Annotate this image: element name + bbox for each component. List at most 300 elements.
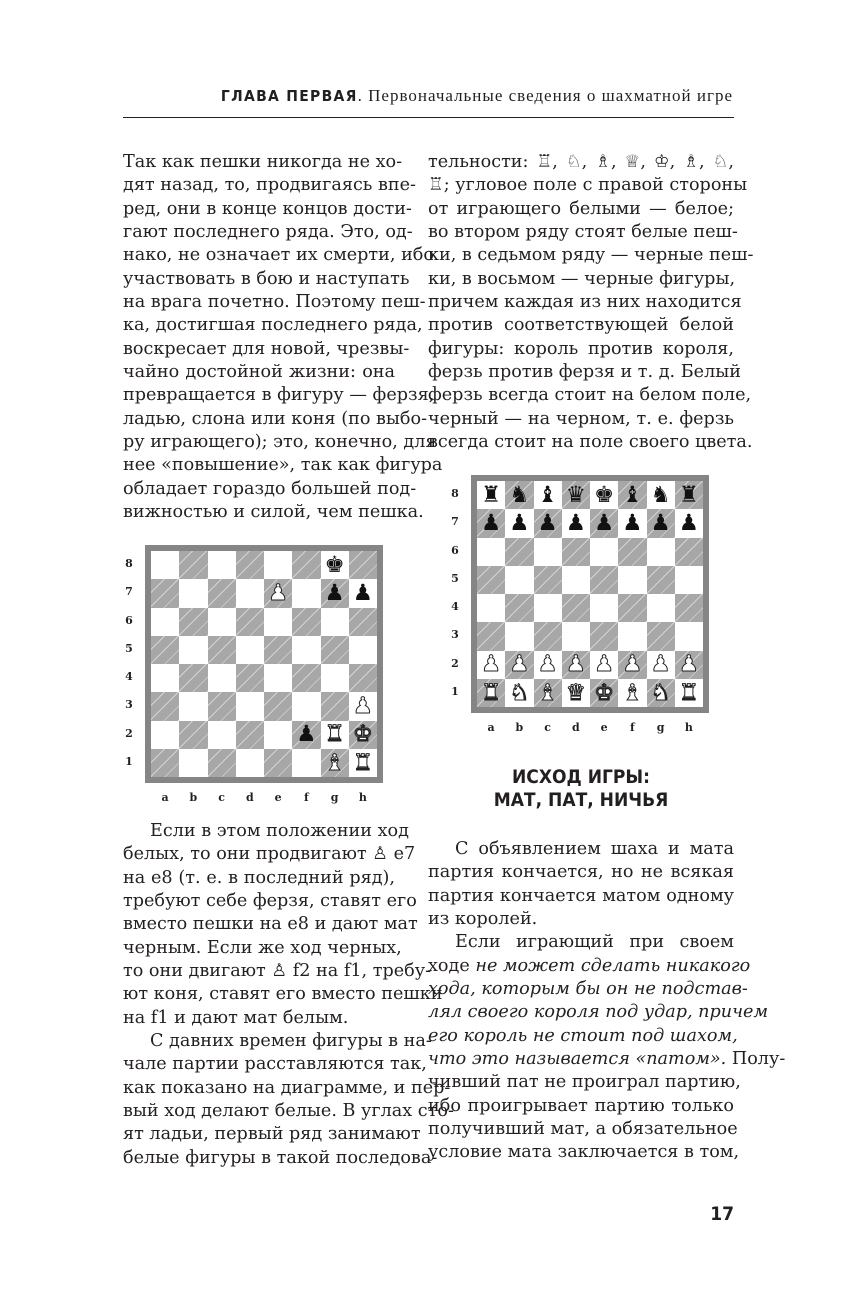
square-d3	[562, 622, 590, 650]
file-label: e	[600, 721, 608, 734]
text-line	[123, 291, 426, 314]
right-column-text-bottom	[428, 838, 786, 1165]
text-segment: из королей.	[428, 909, 538, 930]
file-label: a	[161, 791, 169, 804]
text-segment: условие мата заключается в том,	[428, 1142, 740, 1163]
page-number: 17	[710, 1203, 734, 1225]
chessboard	[471, 475, 709, 713]
square-b2	[179, 721, 207, 749]
rank-label: 1	[451, 684, 459, 698]
text-line	[428, 1048, 786, 1071]
square-e2	[264, 721, 292, 749]
running-header	[162, 86, 733, 106]
text-segment: тельности: ♖, ♘, ♗, ♕, ♔, ♗, ♘,	[428, 152, 734, 172]
square-d8	[562, 481, 590, 509]
square-e4	[264, 664, 292, 692]
text-segment: на f1 и дают мат белым.	[123, 1007, 349, 1028]
square-h3	[675, 622, 703, 650]
text-line	[123, 890, 417, 913]
black-pawn-icon: ♟	[509, 510, 530, 537]
text-segment: как показано на диаграмме, и пер-	[123, 1077, 451, 1098]
text-line	[123, 314, 423, 337]
rank-label: 5	[451, 571, 459, 585]
text-line	[428, 151, 734, 174]
text-line	[123, 454, 443, 477]
text-segment: белые фигуры в такой последова-	[123, 1147, 438, 1168]
italic-text: его король не стоит под шахом,	[428, 1025, 738, 1046]
square-a2	[477, 651, 505, 679]
white-king-icon: ♚	[352, 721, 373, 748]
white-rook-icon: ♜	[480, 679, 502, 706]
square-f3	[292, 692, 320, 720]
text-line	[123, 384, 435, 407]
square-f4	[292, 664, 320, 692]
text-line	[123, 501, 424, 524]
square-b7	[179, 579, 207, 607]
square-d2	[236, 721, 264, 749]
text-line	[123, 1100, 454, 1123]
text-segment: белых, то они продвигают ♙ e7	[123, 844, 416, 865]
section-heading-line: МАТ, ПАТ, НИЧЬЯ	[493, 789, 669, 811]
black-bishop-icon: ♝	[537, 481, 558, 508]
file-label: h	[358, 791, 367, 804]
square-d1	[236, 749, 264, 777]
square-c2	[208, 721, 236, 749]
square-e7	[590, 509, 618, 537]
text-line	[428, 268, 734, 291]
square-a3	[477, 622, 505, 650]
white-pawn-icon: ♟	[509, 651, 530, 678]
file-label: g	[330, 791, 339, 804]
text-segment: ки, в восьмом — черные фигуры,	[428, 268, 736, 289]
white-rook-icon: ♜	[324, 721, 345, 748]
square-g5	[321, 636, 349, 664]
square-f1	[618, 679, 646, 707]
square-c4	[534, 594, 562, 622]
text-segment: на врага почетно. Поэтому пеш-	[123, 292, 426, 313]
text-line	[123, 431, 437, 454]
rank-label: 8	[125, 557, 133, 571]
header-rule	[123, 117, 734, 118]
text-segment: вый ход делают белые. В углах сто-	[123, 1101, 454, 1122]
text-line	[428, 1095, 734, 1118]
text-segment: ру играющего); это, конечно, для	[123, 432, 437, 453]
square-f7	[292, 579, 320, 607]
text-line	[123, 913, 418, 936]
square-c6	[534, 538, 562, 566]
square-b6	[179, 608, 207, 636]
square-f5	[292, 636, 320, 664]
square-f8	[618, 481, 646, 509]
file-label: d	[572, 721, 580, 734]
black-bishop-icon: ♝	[622, 481, 643, 508]
rank-label: 8	[451, 487, 459, 501]
text-segment: вместо пешки на e8 и дают мат	[123, 914, 418, 935]
square-b5	[505, 566, 533, 594]
text-segment: воскресает для новой, чрезвы-	[123, 338, 410, 359]
left-column-text-top	[123, 151, 443, 525]
text-line	[123, 221, 413, 244]
square-c8	[208, 551, 236, 579]
text-segment: чивший пат не проиграл партию,	[428, 1072, 741, 1093]
white-pawn-icon: ♟	[480, 651, 502, 678]
black-knight-icon: ♞	[650, 481, 671, 508]
black-pawn-icon: ♟	[650, 510, 671, 537]
file-label: c	[218, 791, 225, 804]
rank-label: 3	[451, 628, 459, 642]
square-d2	[562, 651, 590, 679]
square-d1	[562, 679, 590, 707]
square-g6	[321, 608, 349, 636]
white-rook-icon: ♜	[352, 749, 373, 776]
square-e2	[590, 651, 618, 679]
square-h7	[349, 579, 377, 607]
square-h6	[675, 538, 703, 566]
square-h1	[675, 679, 703, 707]
text-line	[123, 843, 416, 866]
square-a8	[151, 551, 179, 579]
square-h8	[349, 551, 377, 579]
square-g5	[647, 566, 675, 594]
square-g1	[321, 749, 349, 777]
text-line	[428, 431, 753, 454]
square-b7	[505, 509, 533, 537]
square-e1	[590, 679, 618, 707]
square-c2	[534, 651, 562, 679]
white-pawn-icon: ♟	[267, 580, 289, 607]
square-c7	[534, 509, 562, 537]
square-b8	[179, 551, 207, 579]
black-rook-icon: ♜	[480, 481, 502, 508]
square-f1	[292, 749, 320, 777]
square-h3	[349, 692, 377, 720]
square-d6	[236, 608, 264, 636]
square-e3	[590, 622, 618, 650]
square-c8	[534, 481, 562, 509]
rank-label: 7	[451, 515, 459, 529]
square-e3	[264, 692, 292, 720]
white-bishop-icon: ♝	[324, 749, 345, 776]
text-line	[123, 361, 395, 384]
square-h8	[675, 481, 703, 509]
text-segment: фигуры: король против короля,	[428, 338, 734, 359]
text-segment: чале партии расставляются так,	[123, 1054, 427, 1075]
text-segment: ред, они в конце концов дости-	[123, 198, 412, 219]
text-line	[428, 291, 742, 314]
text-segment: ферзь против ферзя и т. д. Белый	[428, 362, 741, 383]
square-d5	[236, 636, 264, 664]
square-h2	[675, 651, 703, 679]
white-pawn-icon: ♟	[593, 651, 615, 678]
text-segment: С давних времен фигуры в на-	[150, 1031, 432, 1052]
square-b3	[179, 692, 207, 720]
black-pawn-icon: ♟	[480, 510, 502, 537]
square-c6	[208, 608, 236, 636]
square-d5	[562, 566, 590, 594]
text-segment: Так как пешки никогда не хо-	[123, 152, 403, 172]
white-bishop-icon: ♝	[537, 679, 558, 706]
file-label: h	[684, 721, 693, 734]
square-g3	[647, 622, 675, 650]
section-heading-line: ИСХОД ИГРЫ:	[511, 766, 650, 788]
text-line	[428, 338, 734, 361]
square-c1	[208, 749, 236, 777]
italic-text: лял своего короля под удар, причем	[428, 1002, 769, 1023]
text-segment: ют коня, ставят его вместо пешки	[123, 984, 443, 1005]
square-f2	[618, 651, 646, 679]
black-pawn-icon: ♟	[537, 510, 558, 537]
square-e5	[264, 636, 292, 664]
text-line	[428, 1141, 740, 1164]
text-segment: ♖; угловое поле с правой стороны	[428, 175, 748, 196]
text-segment: во втором ряду стоят белые пеш-	[428, 222, 738, 243]
square-f8	[292, 551, 320, 579]
text-line	[123, 478, 417, 501]
text-line	[123, 174, 416, 197]
text-line	[428, 174, 748, 197]
square-a5	[151, 636, 179, 664]
white-bishop-icon: ♝	[622, 679, 643, 706]
text-segment: Если играющий при своем	[455, 932, 734, 953]
text-segment: ят ладьи, первый ряд занимают	[123, 1124, 421, 1145]
text-line	[428, 955, 751, 978]
text-line	[428, 1118, 738, 1141]
text-segment: то они двигают ♙ f2 на f1, требу-	[123, 961, 432, 982]
square-a2	[151, 721, 179, 749]
text-segment: ладью, слона или коня (по выбо-	[123, 408, 428, 429]
square-a7	[151, 579, 179, 607]
square-c3	[534, 622, 562, 650]
file-label: e	[274, 791, 282, 804]
rank-label: 7	[125, 585, 133, 599]
black-king-icon: ♚	[324, 551, 345, 578]
rank-label: 5	[125, 641, 133, 655]
square-c3	[208, 692, 236, 720]
square-f6	[618, 538, 646, 566]
square-h4	[675, 594, 703, 622]
square-f2	[292, 721, 320, 749]
square-h1	[349, 749, 377, 777]
square-g6	[647, 538, 675, 566]
square-e6	[264, 608, 292, 636]
white-pawn-icon: ♟	[622, 651, 643, 678]
white-pawn-icon: ♟	[537, 651, 558, 678]
square-g7	[321, 579, 349, 607]
text-line	[428, 198, 734, 221]
black-pawn-icon: ♟	[324, 580, 345, 607]
text-segment: черным. Если же ход черных,	[123, 937, 402, 958]
text-line	[123, 867, 395, 890]
text-segment: Полу-	[726, 1049, 786, 1070]
text-line	[428, 244, 754, 267]
square-h7	[675, 509, 703, 537]
text-line	[123, 244, 434, 267]
square-g4	[321, 664, 349, 692]
text-segment: ферзь всегда стоит на белом поле,	[428, 385, 752, 406]
square-d3	[236, 692, 264, 720]
right-column-text-top	[428, 151, 754, 454]
square-g7	[647, 509, 675, 537]
file-label: b	[515, 721, 524, 734]
italic-text: хода, которым бы он не подстав-	[428, 979, 748, 1000]
square-e6	[590, 538, 618, 566]
square-b5	[179, 636, 207, 664]
text-line	[123, 1007, 395, 1030]
chapter-title: . Первоначальные сведения о шахматной игре	[357, 86, 733, 105]
black-knight-icon: ♞	[509, 481, 530, 508]
square-b2	[505, 651, 533, 679]
text-segment: участвовать в бою и наступать	[123, 268, 410, 289]
chessboard	[145, 545, 383, 783]
rank-label: 1	[125, 754, 133, 768]
square-a6	[151, 608, 179, 636]
text-line	[123, 1030, 432, 1053]
black-pawn-icon: ♟	[678, 510, 699, 537]
file-label: c	[544, 721, 551, 734]
text-line	[428, 838, 734, 861]
square-e1	[264, 749, 292, 777]
text-line	[123, 820, 409, 843]
text-segment: получивший мат, а обязательное	[428, 1119, 738, 1140]
square-a1	[477, 679, 505, 707]
square-b1	[505, 679, 533, 707]
text-line	[428, 1025, 738, 1048]
square-g8	[321, 551, 349, 579]
white-pawn-icon: ♟	[650, 651, 671, 678]
text-segment: черный — на черном, т. е. ферзь	[428, 408, 734, 429]
text-line	[428, 908, 734, 931]
chapter-label: ГЛАВА ПЕРВАЯ	[220, 87, 358, 105]
text-segment: С объявлением шаха и мата	[455, 839, 734, 859]
square-a6	[477, 538, 505, 566]
rank-label: 2	[451, 656, 459, 670]
square-a4	[151, 664, 179, 692]
square-h6	[349, 608, 377, 636]
text-segment: ки, в седьмом ряду — черные пеш-	[428, 245, 754, 266]
square-e7	[264, 579, 292, 607]
text-segment: ибо проигрывает партию только	[428, 1095, 734, 1116]
square-b3	[505, 622, 533, 650]
square-c7	[208, 579, 236, 607]
square-g8	[647, 481, 675, 509]
square-b4	[505, 594, 533, 622]
square-b6	[505, 538, 533, 566]
square-b1	[179, 749, 207, 777]
square-g2	[321, 721, 349, 749]
text-line	[123, 983, 443, 1006]
black-pawn-icon: ♟	[352, 580, 373, 607]
text-segment: ходе	[428, 955, 476, 976]
square-h4	[349, 664, 377, 692]
section-heading	[428, 766, 734, 812]
white-pawn-icon: ♟	[678, 651, 699, 678]
square-f7	[618, 509, 646, 537]
text-segment: обладает гораздо большей под-	[123, 478, 417, 499]
text-segment: требуют себе ферзя, ставят его	[123, 891, 417, 912]
square-a8	[477, 481, 505, 509]
black-king-icon: ♚	[593, 481, 615, 508]
file-label: b	[189, 791, 198, 804]
white-queen-icon: ♛	[565, 679, 586, 706]
rank-label: 4	[125, 670, 133, 684]
text-line	[123, 937, 402, 960]
square-e8	[590, 481, 618, 509]
text-line	[123, 268, 410, 291]
text-segment: ка, достигшая последнего ряда,	[123, 315, 423, 336]
square-b4	[179, 664, 207, 692]
square-c5	[534, 566, 562, 594]
square-g1	[647, 679, 675, 707]
rank-label: 3	[125, 698, 133, 712]
black-queen-icon: ♛	[565, 481, 586, 508]
square-d4	[562, 594, 590, 622]
square-d8	[236, 551, 264, 579]
file-label: f	[304, 791, 309, 804]
file-label: a	[487, 721, 495, 734]
white-rook-icon: ♜	[678, 679, 699, 706]
square-g3	[321, 692, 349, 720]
text-line	[428, 314, 734, 337]
text-line	[123, 151, 403, 174]
italic-text: что это называется «патом».	[428, 1049, 727, 1070]
black-pawn-icon: ♟	[593, 510, 615, 537]
text-segment: партия кончается матом одному	[428, 885, 734, 906]
black-pawn-icon: ♟	[296, 721, 317, 748]
square-g4	[647, 594, 675, 622]
white-pawn-icon: ♟	[352, 693, 373, 720]
square-c5	[208, 636, 236, 664]
text-line	[123, 960, 432, 983]
white-king-icon: ♚	[593, 679, 615, 706]
square-b8	[505, 481, 533, 509]
text-line	[123, 1147, 438, 1170]
square-c1	[534, 679, 562, 707]
square-d7	[562, 509, 590, 537]
file-label: f	[630, 721, 635, 734]
square-a7	[477, 509, 505, 537]
rank-label: 6	[451, 543, 459, 557]
text-segment: на e8 (т. е. в последний ряд),	[123, 867, 395, 888]
white-knight-icon: ♞	[650, 679, 671, 706]
rank-label: 2	[125, 726, 133, 740]
square-a3	[151, 692, 179, 720]
text-segment: чайно достойной жизни: она	[123, 362, 395, 383]
text-segment: нако, не означает их смерти, ибо	[123, 245, 434, 266]
square-g2	[647, 651, 675, 679]
text-segment: против соответствующей белой	[428, 315, 734, 336]
square-a1	[151, 749, 179, 777]
text-line	[428, 931, 734, 954]
square-f5	[618, 566, 646, 594]
text-line	[428, 221, 738, 244]
text-line	[123, 198, 412, 221]
file-label: d	[246, 791, 254, 804]
square-e8	[264, 551, 292, 579]
text-line	[123, 408, 428, 431]
text-segment: партия кончается, но не всякая	[428, 862, 734, 883]
white-knight-icon: ♞	[509, 679, 530, 706]
square-c4	[208, 664, 236, 692]
text-line	[123, 338, 410, 361]
text-line	[428, 1071, 741, 1094]
text-segment: дят назад, то, продвигаясь впе-	[123, 175, 416, 196]
black-pawn-icon: ♟	[622, 510, 643, 537]
text-line	[428, 978, 748, 1001]
square-f4	[618, 594, 646, 622]
text-segment: превращается в фигуру — ферзя,	[123, 385, 435, 406]
text-segment: причем каждая из них находится	[428, 292, 742, 313]
black-pawn-icon: ♟	[565, 510, 586, 537]
